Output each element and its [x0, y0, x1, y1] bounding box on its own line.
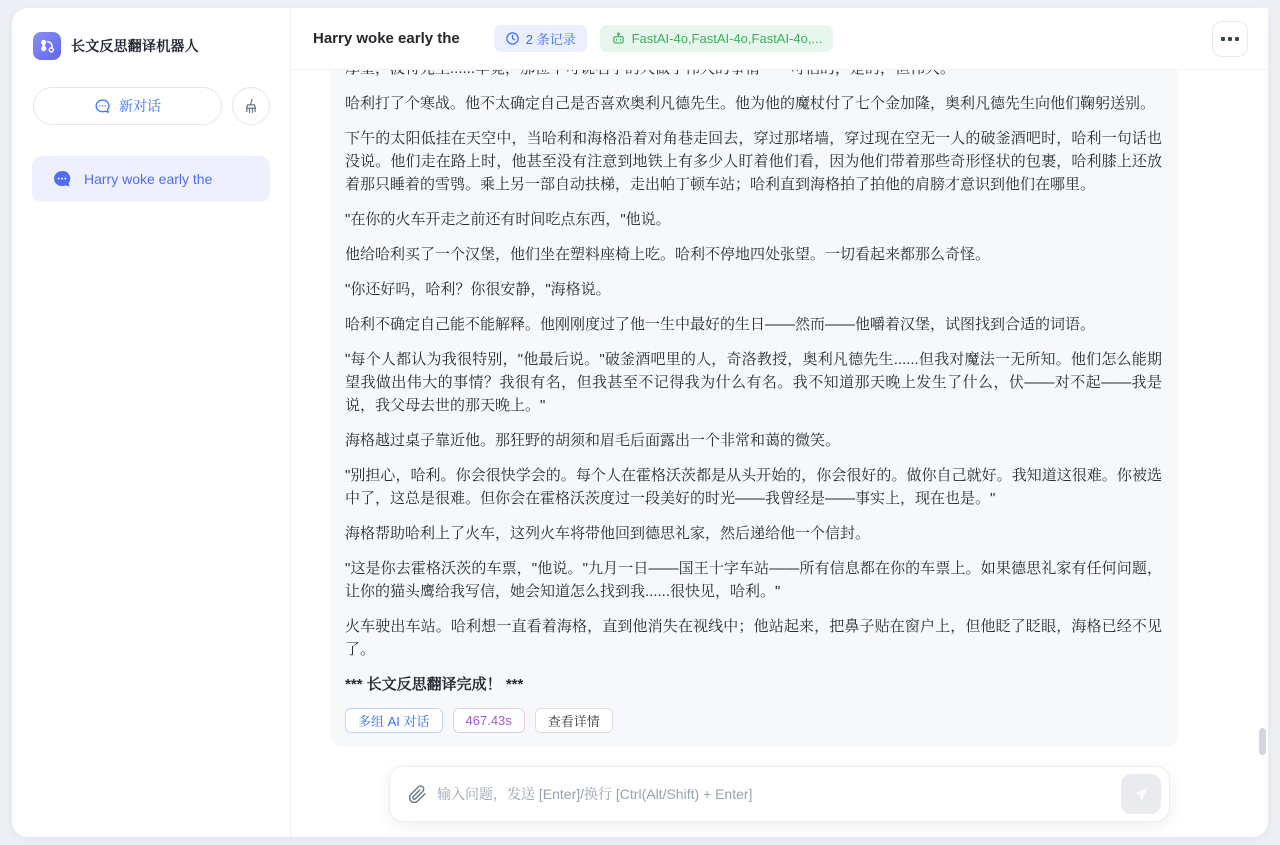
chat-header [291, 8, 1268, 70]
chat-message-area[interactable] [291, 70, 1268, 760]
duration-tag[interactable]: 467.43s [453, 708, 525, 733]
send-button[interactable] [1121, 774, 1161, 814]
more-options-button[interactable] [1212, 21, 1248, 57]
chat-filled-icon [52, 169, 72, 189]
composer-area [291, 766, 1268, 822]
message-tag-row [345, 708, 1162, 733]
message-paragraph: "你还好吗，哈利？你很安静，"海格说。 [345, 281, 611, 298]
attachment-icon[interactable] [408, 785, 427, 804]
message-paragraph: 他给哈利买了一个汉堡，他们坐在塑料座椅上吃。哈利不停地四处张望。一切看起来都那么奇怪。 [345, 246, 991, 263]
message-paragraph: "别担心，哈利。你会很快学会的。每个人在霍格沃茨都是从头开始的，你会很好的。做你自己就好。我知道这很难。你被选中了，这总是很难。但你会在霍格沃茨度过一段美好的时光——我曾经是——事实上，现在也是。" [345, 467, 1162, 507]
message-input[interactable] [437, 786, 1121, 802]
new-chat-button[interactable] [33, 87, 222, 125]
view-details-tag[interactable]: 查看详情 [535, 708, 613, 733]
completion-line: *** 长文反思翻译完成！ *** [345, 676, 524, 693]
message-paragraph: 下午的太阳低挂在天空中，当哈利和海格沿着对角巷走回去，穿过那堵墙，穿过现在空无一人的破釜酒吧时，哈利一句话也没说。他们走在路上时，他甚至没有注意到地铁上有多少人盯着他们看，因为他们带着那些奇形怪状的包裹，哈利膝上还放着那只睡着的雪鸮。乘上另一部自动扶梯，走出帕丁顿车站；哈利直到海格拍了拍他的肩膀才意识到他们在哪里。 [345, 130, 1162, 193]
message-paragraph: "每个人都认为我很特别，"他最后说。"破釜酒吧里的人，奇洛教授，奥利凡德先生......但我对魔法一无所知。他们怎么能期望我做出伟大的事情？我很有名，但我甚至不记得我为什么有名。我不知道那天晚上发生了什么，伏——对不起——我是说，我父母去世的那天晚上。" [345, 351, 1162, 414]
clear-history-button[interactable] [232, 87, 270, 125]
app-title: 长文反思翻译机器人 [71, 38, 199, 54]
clock-icon [505, 31, 520, 46]
chat-bubble-icon [94, 98, 111, 115]
message-paragraph: 哈利不确定自己能不能解释。他刚刚度过了他一生中最好的生日——然而——他嚼着汉堡，试图找到合适的词语。 [345, 316, 1096, 333]
models-badge-label: FastAI-4o,FastAI-4o,FastAI-4o,... [631, 31, 823, 46]
ellipsis-icon [1221, 37, 1225, 41]
assistant-message [330, 44, 1178, 747]
sidebar-header [12, 28, 290, 60]
app-window [12, 8, 1268, 837]
message-paragraph: 海格帮助哈利上了火车，这列火车将带他回到德思礼家，然后递给他一个信封。 [345, 525, 871, 542]
scrollbar-thumb[interactable] [1259, 728, 1266, 755]
sidebar-actions [12, 87, 290, 125]
sidebar [12, 8, 291, 837]
message-paragraph: "这是你去霍格沃茨的车票，"他说。"九月一日——国王十字车站——所有信息都在你的车票上。如果德思礼家有任何问题，让你的猫头鹰给我写信，她会知道怎么找到我......很快见，哈利。" [345, 560, 1162, 600]
send-plane-icon [1132, 785, 1150, 803]
chat-main [291, 8, 1268, 837]
message-input-container [389, 766, 1170, 822]
robot-icon [611, 31, 626, 46]
conversation-item-label: Harry woke early the [84, 171, 213, 187]
records-badge-label: 2 条记录 [525, 32, 576, 47]
conversation-list [12, 156, 290, 202]
new-chat-label: 新对话 [119, 98, 161, 114]
chat-title: Harry woke early the [313, 30, 460, 47]
conversation-item-harry[interactable] [32, 156, 270, 202]
message-paragraph: 哈利打了个寒战。他不太确定自己是否喜欢奥利凡德先生。他为他的魔杖付了七个金加隆，奥利凡德先生向他们鞠躬送别。 [345, 95, 1156, 112]
app-logo-icon [33, 32, 61, 60]
models-badge [600, 25, 834, 52]
message-paragraph: 海格越过桌子靠近他。那狂野的胡须和眉毛后面露出一个非常和蔼的微笑。 [345, 432, 841, 449]
message-paragraph: 火车驶出车站。哈利想一直看着海格，直到他消失在视线中；他站起来，把鼻子贴在窗户上，但他眨了眨眼，海格已经不见了。 [345, 618, 1162, 658]
multi-ai-dialog-tag[interactable]: 多组 AI 对话 [345, 708, 443, 733]
records-badge [494, 25, 587, 52]
broom-icon [242, 97, 260, 115]
message-paragraph: "在你的火车开走之前还有时间吃点东西，"他说。 [345, 211, 671, 228]
